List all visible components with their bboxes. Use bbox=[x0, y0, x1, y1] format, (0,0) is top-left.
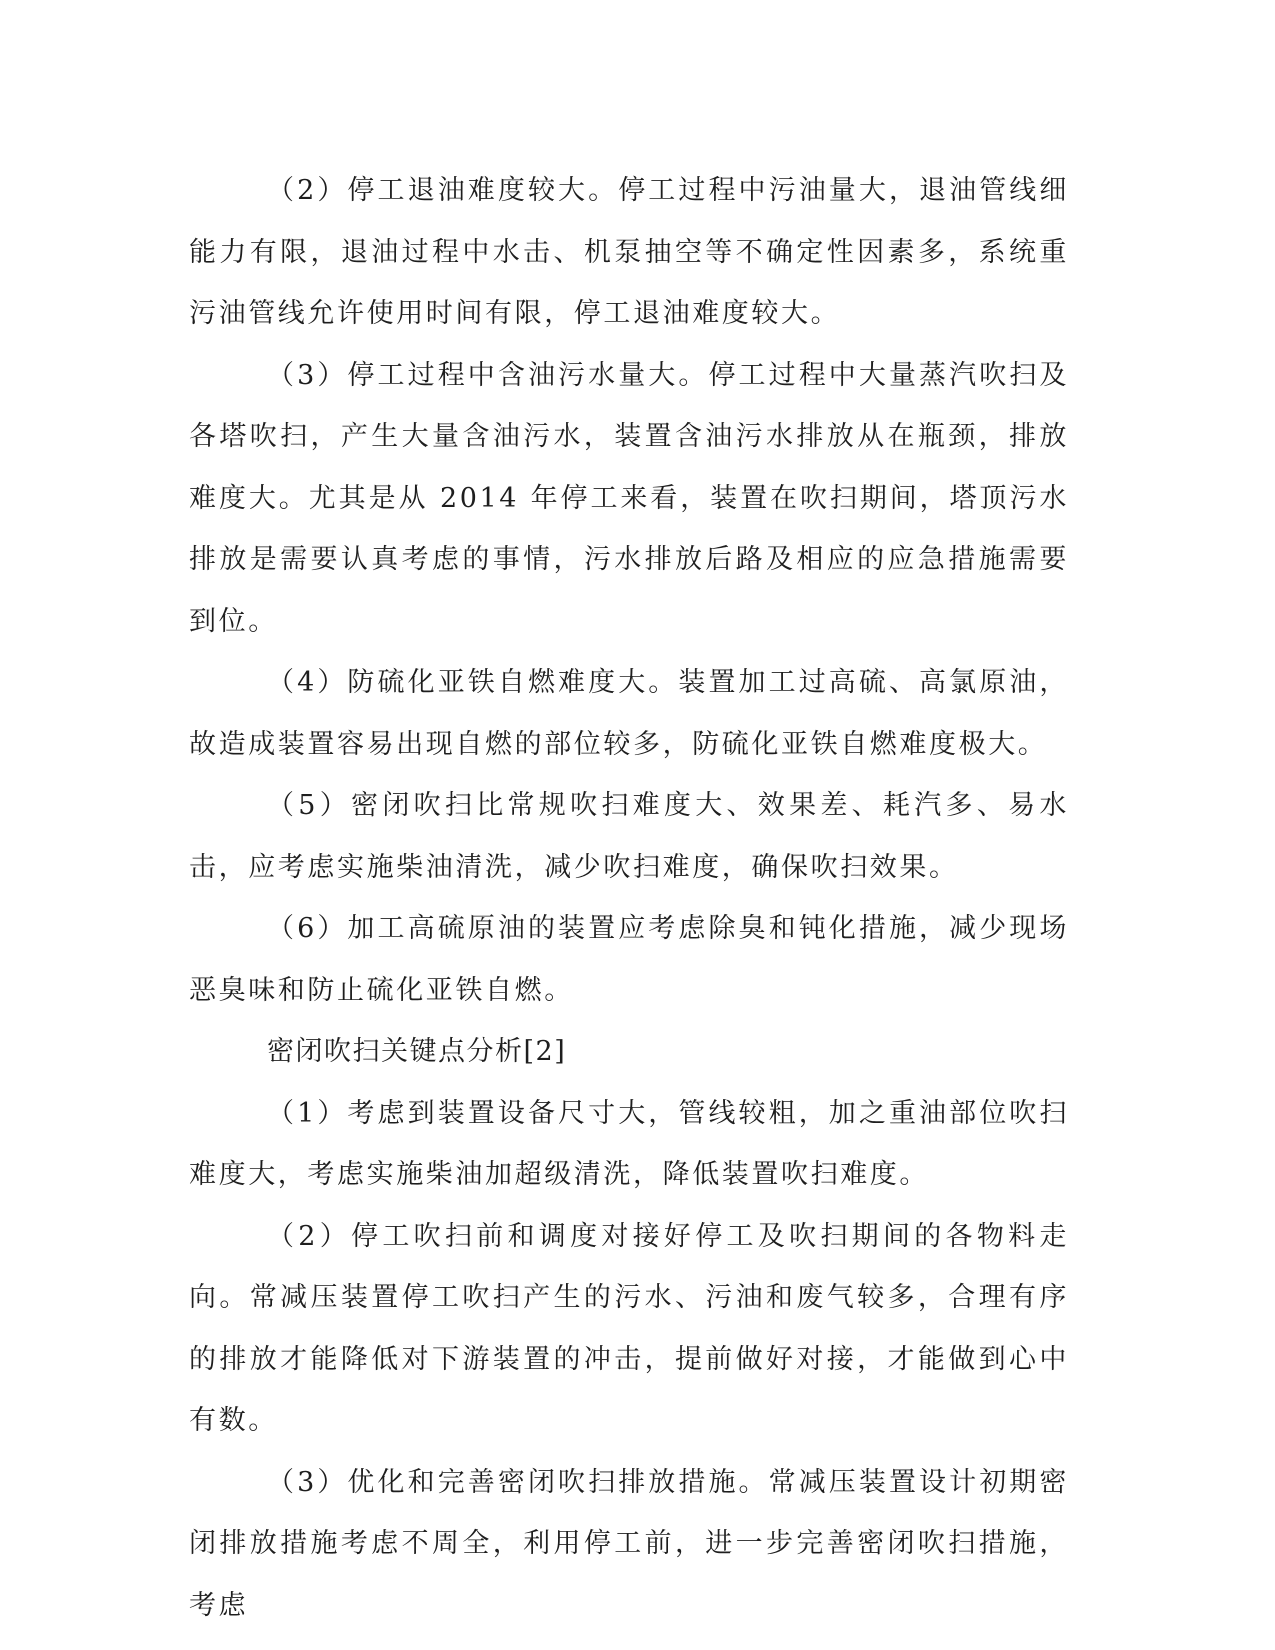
paragraph-2: （2）停工退油难度较大。停工过程中污油量大，退油管线细能力有限，退油过程中水击、机泵抽空等不确定性因素多，系统重污油管线允许使用时间有限，停工退油难度较大。 bbox=[189, 175, 1069, 329]
paragraph-5: （5）密闭吹扫比常规吹扫难度大、效果差、耗汽多、易水击，应考虑实施柴油清洗，减少吹扫难度，确保吹扫效果。 bbox=[189, 790, 1069, 883]
document-body bbox=[189, 160, 1069, 1636]
section-heading: 密闭吹扫关键点分析[2] bbox=[267, 1036, 567, 1067]
paragraph-4: （4）防硫化亚铁自燃难度大。装置加工过高硫、高氯原油，故造成装置容易出现自燃的部位较多，防硫化亚铁自燃难度极大。 bbox=[189, 667, 1069, 760]
section-paragraph-1: （1）考虑到装置设备尺寸大，管线较粗，加之重油部位吹扫难度大，考虑实施柴油加超级清洗，降低装置吹扫难度。 bbox=[189, 1097, 1069, 1190]
section-paragraph-2: （2）停工吹扫前和调度对接好停工及吹扫期间的各物料走向。常减压装置停工吹扫产生的污水、污油和废气较多，合理有序的排放才能降低对下游装置的冲击，提前做好对接，才能做到心中有数。 bbox=[189, 1220, 1069, 1436]
paragraph-6: （6）加工高硫原油的装置应考虑除臭和钝化措施，减少现场恶臭味和防止硫化亚铁自燃。 bbox=[189, 913, 1069, 1006]
paragraph-3: （3）停工过程中含油污水量大。停工过程中大量蒸汽吹扫及各塔吹扫，产生大量含油污水，装置含油污水排放从在瓶颈，排放难度大。尤其是从 2014 年停工来看，装置在吹扫期间，塔顶污水排放是需要认真考虑的事情，污水排放后路及相应的应急措施需要到位。 bbox=[189, 359, 1069, 637]
section-paragraph-3: （3）优化和完善密闭吹扫排放措施。常减压装置设计初期密闭排放措施考虑不周全，利用停工前，进一步完善密闭吹扫措施，考虑 bbox=[189, 1466, 1069, 1621]
